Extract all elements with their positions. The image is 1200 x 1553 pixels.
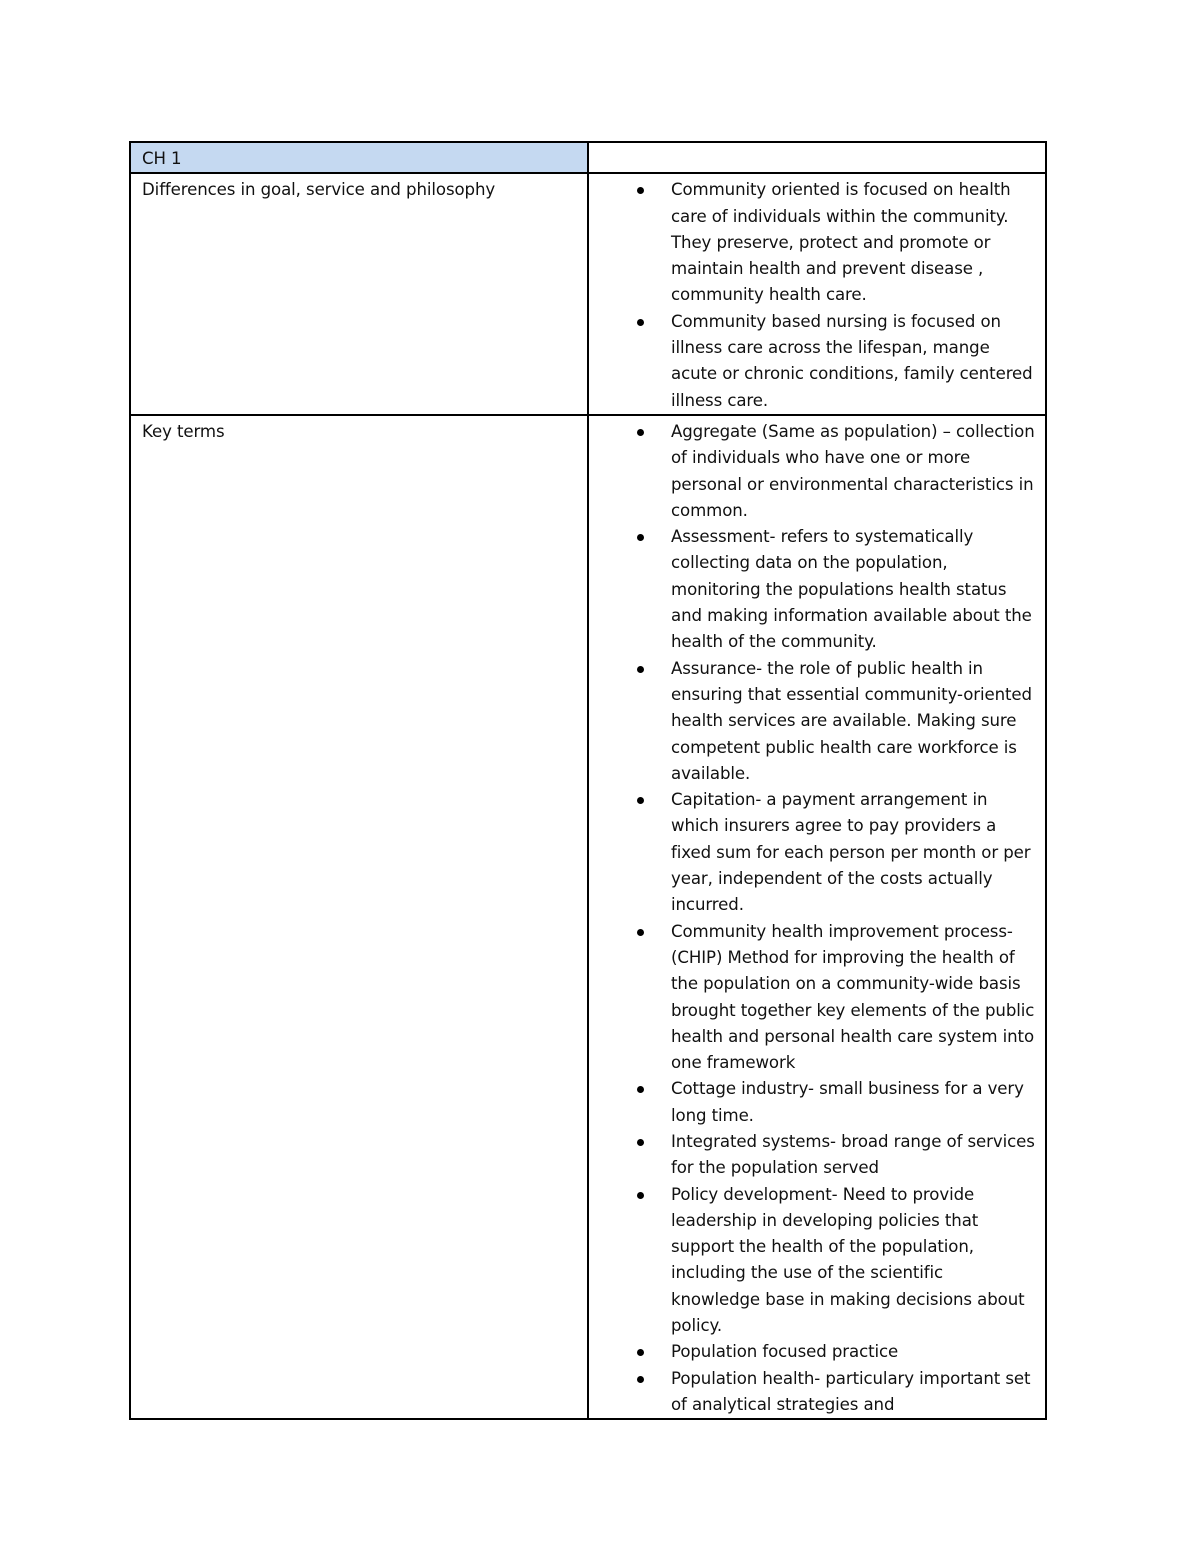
bullet-icon [637, 1139, 644, 1146]
bullet-icon [637, 1376, 644, 1383]
bullet-list [600, 419, 1035, 1418]
bullet-icon [637, 1192, 644, 1199]
list-item [671, 1339, 1035, 1365]
list-item [671, 656, 1035, 787]
list-item [671, 1366, 1035, 1419]
bullet-text: Population focused practice [671, 1342, 899, 1362]
table-header-row [130, 142, 1046, 173]
notes-table [129, 141, 1047, 1420]
bullet-icon [637, 1086, 644, 1093]
bullet-text: Integrated systems- broad range of services for the population served [671, 1131, 1035, 1178]
header-cell-chapter: CH 1 [130, 142, 588, 173]
list-item [671, 524, 1035, 655]
list-item [671, 919, 1035, 1077]
bullet-list [600, 177, 1035, 414]
term-cell: Key terms [130, 415, 588, 1419]
bullet-text: Assessment- refers to systematically collecting data on the population, monitoring the populations health status and making information available about the health of the community. [671, 527, 1032, 652]
bullet-text: Assurance- the role of public health in ensuring that essential community-oriented health services are available. Making sure competent public health care workforce is available. [671, 658, 1032, 783]
bullet-icon [637, 429, 644, 436]
term-cell: Differences in goal, service and philosophy [130, 173, 588, 415]
list-item [671, 1076, 1035, 1129]
list-item [671, 1129, 1035, 1182]
bullet-icon [637, 534, 644, 541]
table-row [130, 415, 1046, 1419]
bullet-text: Community health improvement process- (CHIP) Method for improving the health of the population on a community-wide basis brought together key elements of the public health and personal health care system into one framework [671, 921, 1035, 1073]
definition-cell [588, 173, 1046, 415]
bullet-text: Aggregate (Same as population) – collection of individuals who have one or more personal or environmental characteristics in common. [671, 421, 1035, 520]
bullet-text: Cottage industry- small business for a very long time. [671, 1079, 1024, 1125]
bullet-icon [637, 797, 644, 804]
bullet-text: Policy development- Need to provide leadership in developing policies that support the health of the population, including the use of the scientific knowledge base in making decisions about policy. [671, 1184, 1025, 1336]
header-cell-empty [588, 142, 1046, 173]
list-item [671, 419, 1035, 524]
bullet-text: Community based nursing is focused on illness care across the lifespan, mange acute or chronic conditions, family centered illness care. [671, 311, 1033, 410]
bullet-icon [637, 929, 644, 936]
bullet-icon [637, 319, 644, 326]
bullet-icon [637, 666, 644, 673]
table-row [130, 173, 1046, 415]
bullet-text: Community oriented is focused on health care of individuals within the community. They preserve, protect and promote or maintain health and prevent disease , community health care. [671, 180, 1011, 305]
list-item [671, 309, 1035, 414]
definition-cell [588, 415, 1046, 1419]
list-item [671, 787, 1035, 918]
bullet-text: Capitation- a payment arrangement in which insurers agree to pay providers a fixed sum for each person per month or per year, independent of the costs actually incurred. [671, 790, 1031, 915]
bullet-icon [637, 1349, 644, 1356]
list-item [671, 1182, 1035, 1340]
list-item [671, 177, 1035, 308]
bullet-text: Population health- particulary important set of analytical strategies and [671, 1368, 1031, 1414]
bullet-icon [637, 187, 644, 194]
